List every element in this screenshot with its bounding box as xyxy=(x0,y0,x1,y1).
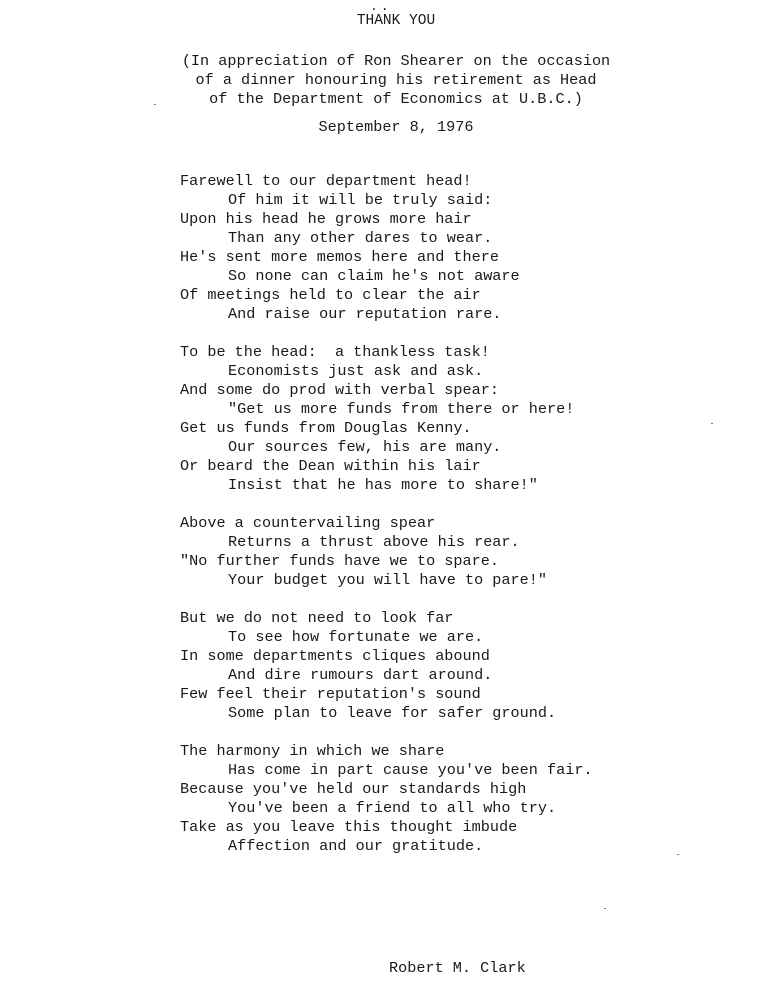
poem-line: Than any other dares to wear. xyxy=(228,229,493,247)
poem-line: Take as you leave this thought imbude xyxy=(180,818,518,836)
poem-line: Above a countervailing spear xyxy=(180,514,436,532)
subtitle-line: of the Department of Economics at U.B.C.) xyxy=(209,90,583,108)
poem-line: Because you've held our standards high xyxy=(180,780,527,798)
scan-speck xyxy=(154,104,156,105)
poem-line: Has come in part cause you've been fair. xyxy=(228,761,593,779)
poem-line: Of meetings held to clear the air xyxy=(180,286,481,304)
poem-line: Of him it will be truly said: xyxy=(228,191,493,209)
poem-line: In some departments cliques abound xyxy=(180,647,490,665)
poem-line: Our sources few, his are many. xyxy=(228,438,502,456)
top-dots: .. xyxy=(370,0,392,14)
page-title: THANK YOU xyxy=(356,13,436,29)
poem xyxy=(180,172,760,875)
poem-line: Your budget you will have to pare!" xyxy=(228,571,547,589)
scan-speck xyxy=(711,423,713,424)
poem-line: So none can claim he's not aware xyxy=(228,267,520,285)
poem-line: Farewell to our department head! xyxy=(180,172,472,190)
poem-line: You've been a friend to all who try. xyxy=(228,799,557,817)
stanza xyxy=(180,609,760,723)
subtitle-line: (In appreciation of Ron Shearer on the occasion xyxy=(181,52,611,70)
poem-line: The harmony in which we share xyxy=(180,742,445,760)
poem-line: Few feel their reputation's sound xyxy=(180,685,481,703)
stanza xyxy=(180,742,760,856)
poem-line: And dire rumours dart around. xyxy=(228,666,493,684)
signature: Robert M. Clark xyxy=(389,959,526,977)
poem-line: "No further funds have we to spare. xyxy=(180,552,499,570)
poem-line: But we do not need to look far xyxy=(180,609,454,627)
poem-line: Get us funds from Douglas Kenny. xyxy=(180,419,472,437)
poem-line: Affection and our gratitude. xyxy=(228,837,484,855)
poem-line: Economists just ask and ask. xyxy=(228,362,484,380)
poem-line: Insist that he has more to share!" xyxy=(228,476,538,494)
scan-speck xyxy=(677,854,679,855)
poem-line: Or beard the Dean within his lair xyxy=(180,457,481,475)
poem-line: He's sent more memos here and there xyxy=(180,248,499,266)
poem-line: Some plan to leave for safer ground. xyxy=(228,704,557,722)
stanza xyxy=(180,343,760,495)
stanza xyxy=(180,172,760,324)
subtitle xyxy=(0,52,768,109)
poem-line: To see how fortunate we are. xyxy=(228,628,484,646)
poem-line: And raise our reputation rare. xyxy=(228,305,502,323)
subtitle-line: of a dinner honouring his retirement as Head xyxy=(195,71,597,89)
poem-line: To be the head: a thankless task! xyxy=(180,343,490,361)
scan-speck xyxy=(604,908,606,909)
stanza xyxy=(180,514,760,590)
poem-line: "Get us more funds from there or here! xyxy=(228,400,575,418)
poem-line: Upon his head he grows more hair xyxy=(180,210,472,228)
date: September 8, 1976 xyxy=(318,118,474,136)
poem-line: And some do prod with verbal spear: xyxy=(180,381,499,399)
poem-line: Returns a thrust above his rear. xyxy=(228,533,520,551)
